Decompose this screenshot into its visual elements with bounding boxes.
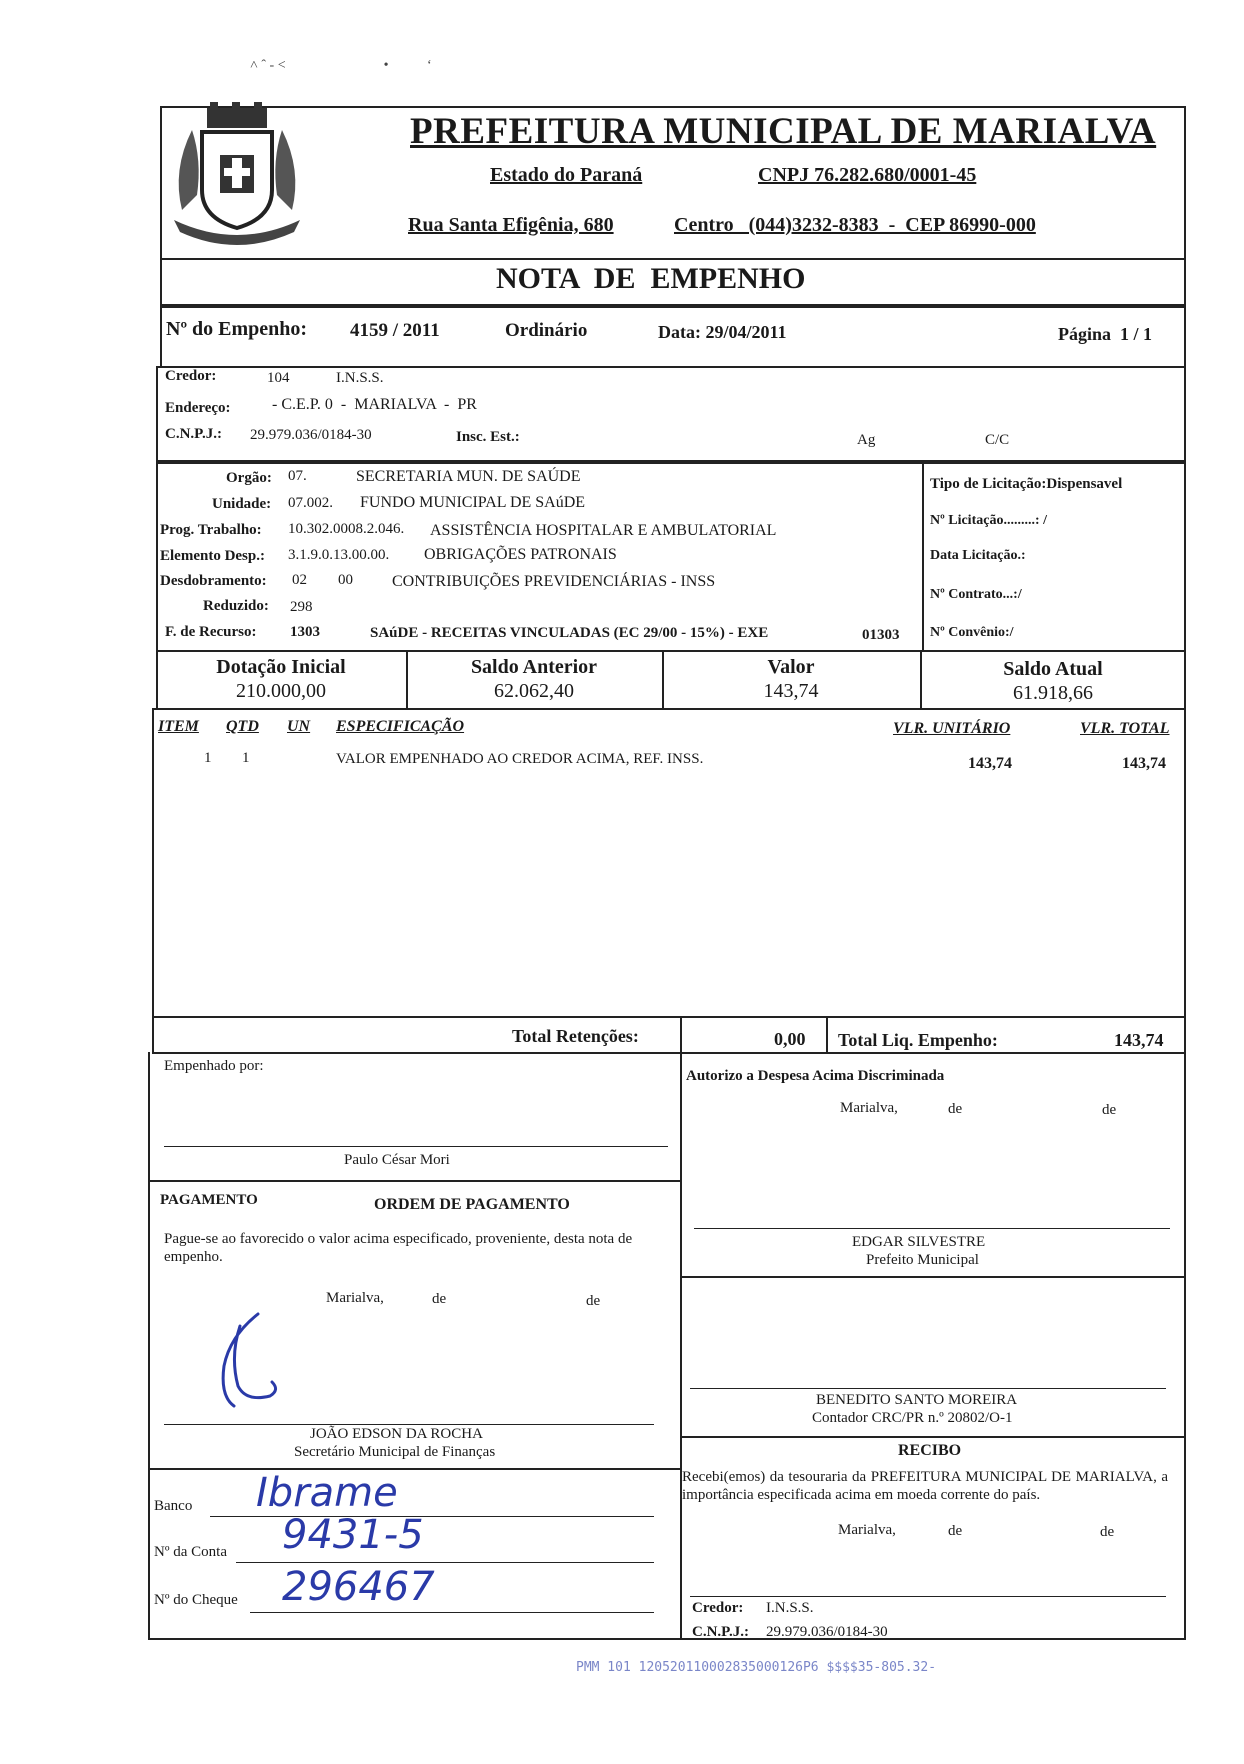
coat-of-arms-icon	[162, 100, 312, 250]
recibo-de1: de	[948, 1523, 963, 1539]
address-label: Endereço:	[165, 400, 231, 416]
credor-box	[156, 366, 1186, 462]
prog-label: Prog. Trabalho:	[160, 522, 262, 538]
credor-cnpj-label: C.N.P.J.:	[165, 426, 222, 442]
pagamento-role: Secretário Municipal de Finanças	[294, 1444, 496, 1460]
contact-label: Centro (044)3232-8383 - CEP 86990-000	[674, 214, 1036, 236]
contador-role: Contador CRC/PR n.º 20802/O-1	[812, 1410, 1013, 1426]
total-retencoes-value: 0,00	[774, 1029, 806, 1049]
scan-marks: ˄ ˆ ‐ ˂ • ʻ	[250, 58, 432, 73]
item-number: 1	[204, 750, 212, 766]
pagamento-text: Pague-se ao favorecido o valor acima especificado, proveniente, desta nota de empenho.	[164, 1231, 633, 1265]
autorizo-label: Autorizo a Despesa Acima Discriminada	[686, 1068, 945, 1084]
reduzido-value: 298	[290, 599, 313, 615]
page-title: PREFEITURA MUNICIPAL DE MARIALVA	[410, 111, 1157, 152]
prog-name: ASSISTÊNCIA HOSPITALAR E AMBULATORIAL	[430, 522, 777, 539]
pagamento-label: PAGAMENTO	[160, 1192, 258, 1208]
desdobramento-code2: 00	[338, 572, 353, 588]
orgao-code: 07.	[288, 468, 307, 484]
conta-label: Nº da Conta	[154, 1544, 227, 1560]
dotacao-inicial-value: 210.000,00	[236, 680, 326, 702]
ag-label: Ag	[857, 432, 876, 448]
col-un: UN	[287, 718, 311, 735]
saldo-anterior-value: 62.062,40	[494, 680, 574, 702]
state-label: Estado do Paraná	[490, 164, 643, 186]
doc-title: NOTA DE EMPENHO	[496, 262, 806, 295]
insc-label: Insc. Est.:	[456, 429, 520, 445]
ordem-pagamento-title: ORDEM DE PAGAMENTO	[374, 1196, 570, 1213]
contador-name: BENEDITO SANTO MOREIRA	[816, 1392, 1018, 1408]
pagamento-city: Marialva,	[326, 1290, 384, 1306]
orgao-name: SECRETARIA MUN. DE SAÚDE	[356, 468, 581, 485]
reduzido-label: Reduzido:	[203, 598, 269, 614]
empenhado-name: Paulo César Mori	[344, 1152, 450, 1168]
pagamento-signer: JOÃO EDSON DA ROCHA	[310, 1426, 483, 1442]
desdobramento-name: CONTRIBUIÇÕES PREVIDENCIÁRIAS - INSS	[392, 573, 716, 590]
recibo-credor-value: I.N.S.S.	[766, 1600, 814, 1616]
saldo-atual-label: Saldo Atual	[1003, 658, 1103, 680]
numero-contrato: Nº Contrato...:/	[930, 587, 1022, 602]
total-liq-label: Total Liq. Empenho:	[838, 1030, 998, 1050]
col-especificacao: ESPECIFICAÇÃO	[336, 718, 465, 735]
autorizo-de2: de	[1102, 1102, 1117, 1118]
elemento-code: 3.1.9.0.13.00.00.	[288, 547, 390, 563]
numero-convenio: Nº Convênio:/	[930, 625, 1014, 640]
total-liq-value: 143,74	[1114, 1030, 1164, 1050]
col-vlr-unitario: VLR. UNITÁRIO	[893, 720, 1011, 737]
banco-value: Ibrame	[256, 1470, 398, 1516]
fonte-name: SAúDE - RECEITAS VINCULADAS (EC 29/00 - 15%) - EXE	[370, 625, 769, 641]
address-value: - C.E.P. 0 - MARIALVA - PR	[272, 396, 477, 413]
recibo-text: Recebi(emos) da tesouraria da PREFEITURA MUNICIPAL DE MARIALVA, a importância especificada acima em moeda corrente do país.	[682, 1469, 1168, 1503]
fonte-label: F. de Recurso:	[165, 624, 257, 640]
saldo-anterior-label: Saldo Anterior	[470, 656, 598, 678]
empenhado-label: Empenhado por:	[164, 1058, 264, 1074]
recibo-title: RECIBO	[898, 1442, 962, 1459]
recibo-cnpj-label: C.N.P.J.:	[692, 1624, 749, 1640]
pagamento-de1: de	[432, 1291, 447, 1307]
valor-value: 143,74	[763, 680, 819, 702]
dotacao-inicial-label: Dotação Inicial	[216, 656, 346, 678]
desdobramento-label: Desdobramento:	[160, 573, 267, 589]
data-licitacao: Data Licitação.:	[930, 548, 1026, 563]
unidade-label: Unidade:	[212, 496, 272, 512]
pagamento-de2: de	[586, 1293, 601, 1309]
item-qtd: 1	[242, 750, 250, 766]
cnpj-label: CNPJ 76.282.680/0001-45	[758, 164, 977, 186]
total-retencoes-label: Total Retenções:	[512, 1026, 639, 1046]
autorizo-city: Marialva,	[840, 1100, 898, 1116]
unidade-name: FUNDO MUNICIPAL DE SAúDE	[360, 494, 586, 511]
fonte-code: 1303	[290, 624, 320, 640]
recibo-city: Marialva,	[838, 1522, 896, 1538]
elemento-name: OBRIGAÇÕES PATRONAIS	[424, 546, 617, 563]
cheque-label: Nº do Cheque	[154, 1592, 238, 1608]
cheque-value: 296467	[282, 1564, 435, 1610]
autorizo-de1: de	[948, 1101, 963, 1117]
signature-joao	[200, 1306, 310, 1416]
orgao-label: Orgão:	[226, 470, 272, 486]
col-vlr-total: VLR. TOTAL	[1080, 720, 1170, 737]
conta-value: 9431-5	[282, 1512, 424, 1558]
empenho-number: 4159 / 2011	[350, 320, 440, 341]
tipo-licitacao: Tipo de Licitação:Dispensavel	[930, 476, 1123, 492]
street-label: Rua Santa Efigênia, 680	[408, 214, 614, 236]
unidade-code: 07.002.	[288, 495, 333, 511]
empenho-type: Ordinário	[505, 320, 588, 341]
cc-label: C/C	[985, 432, 1010, 448]
prog-code: 10.302.0008.2.046.	[288, 521, 405, 537]
autorizo-role: Prefeito Municipal	[866, 1252, 979, 1268]
desdobramento-code1: 02	[292, 572, 307, 588]
elemento-label: Elemento Desp.:	[160, 548, 265, 564]
numero-licitacao: Nº Licitação.........: /	[930, 513, 1047, 528]
recibo-de2: de	[1100, 1524, 1115, 1540]
footer-code: PMM 101 120520110002835000126P6 $$$$35-805.32-	[576, 1660, 937, 1675]
item-total-value: 143,74	[1122, 755, 1166, 772]
item-spec: VALOR EMPENHADO AO CREDOR ACIMA, REF. INSS.	[336, 751, 704, 767]
empenho-label: Nº do Empenho:	[166, 318, 308, 340]
col-item: ITEM	[158, 718, 199, 735]
col-qtd: QTD	[226, 718, 259, 735]
empenho-date: Data: 29/04/2011	[658, 322, 787, 342]
autorizo-signer: EDGAR SILVESTRE	[852, 1234, 986, 1250]
fonte-number: 01303	[862, 627, 900, 643]
credor-label: Credor:	[165, 368, 217, 384]
item-unit-value: 143,74	[968, 755, 1012, 772]
page-number: Página 1 / 1	[1058, 324, 1153, 344]
credor-code: 104	[267, 370, 290, 386]
valor-label: Valor	[767, 656, 815, 678]
recibo-cnpj-value: 29.979.036/0184-30	[766, 1624, 888, 1640]
totals-box	[152, 1016, 1186, 1054]
credor-name: I.N.S.S.	[336, 370, 384, 386]
banco-label: Banco	[154, 1498, 193, 1514]
saldo-atual-value: 61.918,66	[1013, 682, 1093, 704]
recibo-credor-label: Credor:	[692, 1600, 744, 1616]
credor-cnpj-value: 29.979.036/0184-30	[250, 427, 372, 443]
